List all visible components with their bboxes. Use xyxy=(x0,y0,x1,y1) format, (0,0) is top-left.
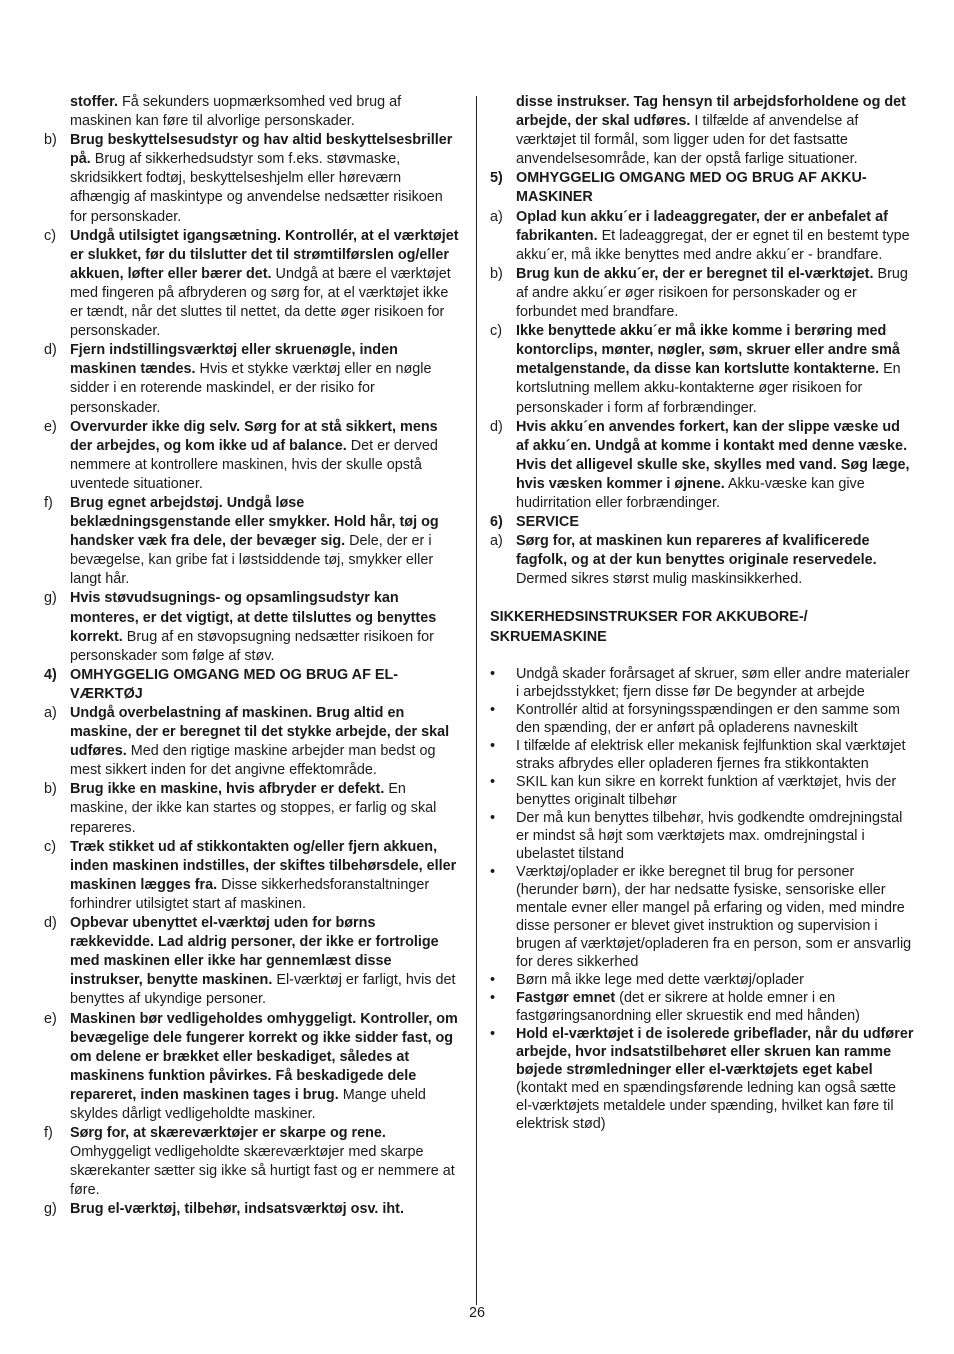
page-number: 26 xyxy=(468,1305,485,1321)
item-label: 4) xyxy=(44,666,57,683)
bold-text: Brug kun de akku´er, der er beregnet til el-værktøjet. xyxy=(516,265,874,282)
bold-text: Maskinen bør vedligeholdes omhyggeligt. Kontroller, om bevægelige dele fungerer korrekt og ikke sidder fast, og om delene er brækket eller beskadiget, således at maskinens funktion påvirkes. Få beskadigede dele repareret, inden maskinen tages i brug. xyxy=(70,1010,458,1103)
bold-text: Fastgør emnet xyxy=(516,989,616,1006)
body-text: En kortslutning mellem akku-kontakterne øger risikoen for personskader i form af forbrændinger. xyxy=(516,361,901,416)
list-item xyxy=(44,914,462,1009)
bold-text: Hold el-værktøjet i de isolerede gribeflader, når du udfører arbejde, hvor indsatstilbehøret eller skruen kan ramme bøjede strømledninger eller el-værktøjets eget kabel xyxy=(516,1025,914,1078)
list-item xyxy=(44,838,462,914)
item-label: d) xyxy=(490,418,503,435)
continued-paragraph xyxy=(44,93,462,131)
item-label: g) xyxy=(44,590,57,607)
item-label: c) xyxy=(44,227,56,244)
bold-text: Brug egnet arbejdstøj. Undgå løse beklædningsgenstande eller smykker. Hold hår, tøj og handsker væk fra dele, der bevæger sig. xyxy=(70,494,439,550)
body-text: Dele, der er i bevægelse, kan gribe fat i løstsiddende tøj, smykker eller langt hår. xyxy=(70,533,434,588)
bold-text: Overvurder ikke dig selv. Sørg for at stå sikkert, mens der arbejdes, og kom ikke ud af balance. xyxy=(70,418,438,454)
bullet-icon: • xyxy=(490,737,496,754)
bullet-item xyxy=(490,989,914,1025)
bold-text: Brug el-værktøj, tilbehør, indsatsværktøj osv. iht. xyxy=(70,1201,404,1218)
bullet-icon: • xyxy=(490,773,496,790)
bullet-icon: • xyxy=(490,971,496,988)
bold-text: Ikke benyttede akku´er må ikke komme i berøring med kontorclips, mønter, nøgler, søm, skruer eller andre små metalgenstande, da disse kan kortslutte kontakterne. xyxy=(516,323,900,378)
column-divider xyxy=(476,96,477,1305)
body-text: Det er derved nemmere at kontrollere maskinen, hvis der skulle opstå uventede situationer. xyxy=(70,437,438,492)
right-items xyxy=(490,93,914,589)
body-text: I tilfælde af anvendelse af værktøjet til formål, som ligger uden for det fastsatte anvendelsesområde, kan der opstå farlige situationer. xyxy=(516,113,859,168)
body-text: En maskine, der ikke kan startes og stoppes, er farlig og skal repareres. xyxy=(70,781,437,836)
bold-text: Brug ikke en maskine, hvis afbryder er defekt. xyxy=(70,781,385,798)
section-heading: SIKKERHEDSINSTRUKSER FOR AKKUBORE-/ SKRUEMASKINE xyxy=(490,609,808,645)
bullet-icon: • xyxy=(490,701,496,718)
bullet-item xyxy=(490,863,914,971)
left-column xyxy=(44,93,462,1220)
body-text: SKIL kan kun sikre en korrekt funktion af værktøjet, hvis der benyttes originalt tilbehør xyxy=(516,773,897,808)
body-text: Undgå skader forårsaget af skruer, søm eller andre materialer i arbejdsstykket; fjern disse før De begynder at arbejde xyxy=(516,665,910,700)
list-item xyxy=(44,1124,462,1200)
section-title xyxy=(44,666,462,704)
item-label: d) xyxy=(44,915,57,932)
bullet-item xyxy=(490,737,914,773)
list-item xyxy=(44,780,462,837)
bold-text: Oplad kun akku´er i ladeaggregater, der er anbefalet af fabrikanten. xyxy=(516,208,888,244)
bold-text: Hvis akku´en anvendes forkert, kan der slippe væske ud af akku´en. Undgå at komme i kontakt med denne væske. Hvis det alligevel skulle ske, skylles med vand. Søg læge, hvis væsken kommer i øjnene. xyxy=(516,418,910,492)
item-label: a) xyxy=(44,705,57,721)
body-text: (det er sikrere at holde emner i en fastgøringsanordning eller skruestik end med hånden) xyxy=(516,989,860,1024)
list-item xyxy=(44,341,462,417)
section-title-text: OMHYGGELIG OMGANG MED OG BRUG AF EL-VÆRKTØJ xyxy=(70,666,399,702)
bullet-item xyxy=(490,665,914,701)
list-item xyxy=(44,704,462,780)
body-text: (kontakt med en spændingsførende ledning kan også sætte el-værktøjets metaldele under spænding, hvilket kan føre til elektrisk stød) xyxy=(516,1079,896,1132)
body-text: Værktøj/oplader er ikke beregnet til brug for personer (herunder børn), der har nedsatte fysiske, sensoriske eller mentale evner eller mangel på erfaring og viden, med mindre disse personer er blevet givet instruktion og supervision i brugen af værktøjet/opladeren fra en person, som er ansvarlig for deres sikkerhed xyxy=(516,863,912,970)
list-item xyxy=(490,208,914,265)
body-text: Disse sikkerhedsforanstaltninger forhindrer utilsigtet start af maskinen. xyxy=(70,876,430,912)
list-item xyxy=(490,418,914,513)
bullet-icon: • xyxy=(490,989,496,1006)
body-text: Hvis et stykke værktøj eller en nøgle sidder i en roterende maskindel, er der risiko for personskader. xyxy=(70,361,432,416)
bold-text: Undgå overbelastning af maskinen. Brug altid en maskine, der er beregnet til det stykke arbejde, der skal udføres. xyxy=(70,705,450,760)
bold-text: Opbevar ubenyttet el-værktøj uden for børns rækkevidde. Lad aldrig personer, der ikke er fortrolige med maskinen eller ikke har gennemlæst disse instrukser, benytte maskinen. xyxy=(70,915,439,989)
body-text: Omhyggeligt vedligeholdte skæreværktøjer med skarpe skærekanter sætter sig ikke så hurtigt fast og er nemmere at føre. xyxy=(70,1144,455,1199)
body-text: Brug af sikkerhedsudstyr som f.eks. støvmaske, skridsikkert fodtøj, beskyttelseshjelm eller høreværn afhængig af maskintype og anvendelse nedsætter risikoen for personskader. xyxy=(70,151,443,225)
body-text: Børn må ikke lege med dette værktøj/oplader xyxy=(516,971,804,988)
item-label: f) xyxy=(44,494,53,511)
bold-text: Sørg for, at skæreværktøjer er skarpe og rene. xyxy=(70,1125,386,1142)
section-title-text: SERVICE xyxy=(516,514,579,531)
item-label: f) xyxy=(44,1125,53,1142)
body-text: Med den rigtige maskine arbejder man bedst og mest sikkert inden for det angivne effektområde. xyxy=(70,743,436,779)
item-label: c) xyxy=(490,323,502,340)
list-item xyxy=(490,532,914,589)
bullet-icon: • xyxy=(490,809,496,826)
bold-text: Hvis støvudsugnings- og opsamlingsudstyr kan monteres, er det vigtigt, at dette tilsluttes og benyttes korrekt. xyxy=(70,590,437,645)
item-label: 5) xyxy=(490,170,503,187)
bullet-item xyxy=(490,971,914,989)
section-title-text: OMHYGGELIG OMGANG MED OG BRUG AF AKKU-MASKINER xyxy=(516,170,867,206)
body-text: Dermed sikres størst mulig maskinsikkerhed. xyxy=(516,571,803,588)
bullet-icon: • xyxy=(490,1025,496,1042)
body-text: Der må kun benyttes tilbehør, hvis godkendte omdrejningstal er mindst så højt som værktøjets max. omdrejningstal i ubelastet tilstand xyxy=(516,809,903,862)
list-item xyxy=(490,265,914,322)
item-label: a) xyxy=(490,208,503,225)
bullet-icon: • xyxy=(490,863,496,880)
item-label: b) xyxy=(490,265,503,282)
bullet-icon: • xyxy=(490,665,496,682)
list-item xyxy=(44,589,462,665)
section-title xyxy=(490,513,914,532)
item-label: a) xyxy=(490,533,503,550)
body-text: Kontrollér altid at forsyningsspændingen er den samme som den spænding, der er anført på opladerens navneskilt xyxy=(516,701,900,736)
bold-text: stoffer. xyxy=(70,94,118,110)
list-item xyxy=(44,494,462,589)
body-text: I tilfælde af elektrisk eller mekanisk fejlfunktion skal værktøjet straks afbrydes eller opladeren fjernes fra stikkontakten xyxy=(516,737,906,772)
right-column xyxy=(490,93,914,1133)
bold-text: Brug beskyttelsesudstyr og hav altid beskyttelsesbriller på. xyxy=(70,132,453,168)
body-text: Undgå at bære el værktøjet med fingeren på afbryderen og sørg for, at el værktøjet ikke er tændt, når det sluttes til nettet, da dette øger risikoen for personskader. xyxy=(70,265,451,340)
section-title xyxy=(490,169,914,207)
item-label: e) xyxy=(44,1010,57,1027)
bold-text: Sørg for, at maskinen kun repareres af kvalificerede fagfolk, og at der kun benyttes originale reservedele. xyxy=(516,533,877,569)
list-item xyxy=(44,131,462,226)
bullet-item xyxy=(490,1025,914,1133)
list-item xyxy=(44,1200,462,1219)
list-item xyxy=(44,227,462,342)
list-item xyxy=(44,418,462,494)
item-label: 6) xyxy=(490,514,503,531)
bold-text: Træk stikket ud af stikkontakten og/eller fjern akkuen, inden maskinen indstilles, der skiftes tilbehørsdele, eller maskinen lægges fra. xyxy=(70,838,457,893)
bullet-item xyxy=(490,773,914,809)
bold-text: disse instrukser. Tag hensyn til arbejdsforholdene og det arbejde, der skal udføres. xyxy=(516,94,906,130)
item-label: d) xyxy=(44,342,57,359)
heading-spacer xyxy=(490,647,914,665)
body-text: Få sekunders uopmærksomhed ved brug af maskinen kan føre til alvorlige personskader. xyxy=(70,94,402,130)
list-item xyxy=(490,322,914,417)
item-label: b) xyxy=(44,132,57,149)
list-item xyxy=(44,1010,462,1125)
item-label: g) xyxy=(44,1201,57,1218)
body-text: Brug af andre akku´er øger risikoen for personskader og er forbundet med brandfare. xyxy=(516,265,908,321)
item-label: b) xyxy=(44,781,57,798)
body-text: El-værktøj er farligt, hvis det benyttes af ukyndige personer. xyxy=(70,972,456,1008)
bullet-item xyxy=(490,701,914,737)
item-label: e) xyxy=(44,418,57,435)
continued-paragraph xyxy=(490,93,914,169)
body-text: Et ladeaggregat, der er egnet til en bestemt type akku´er, må ikke benyttes med andre akku´er - brandfare. xyxy=(516,227,910,263)
body-text: Mange uheld skyldes dårligt vedligeholdte maskiner. xyxy=(70,1086,426,1122)
bullet-item xyxy=(490,809,914,863)
bold-text: Fjern indstillingsværktøj eller skruenøgle, inden maskinen tændes. xyxy=(70,342,398,378)
body-text: Brug af en støvopsugning nedsætter risikoen for personskader som følge af støv. xyxy=(70,628,434,664)
item-label: c) xyxy=(44,838,56,855)
bullet-list xyxy=(490,665,914,1133)
body-text: Akku-væske kan give hudirritation eller forbrændinger. xyxy=(516,475,865,511)
bold-text: Undgå utilsigtet igangsætning. Kontrollér, at el værktøjet er slukket, før du tilslutter det til strømtilførslen og/eller akkuen, løfter eller bærer det. xyxy=(70,227,459,282)
